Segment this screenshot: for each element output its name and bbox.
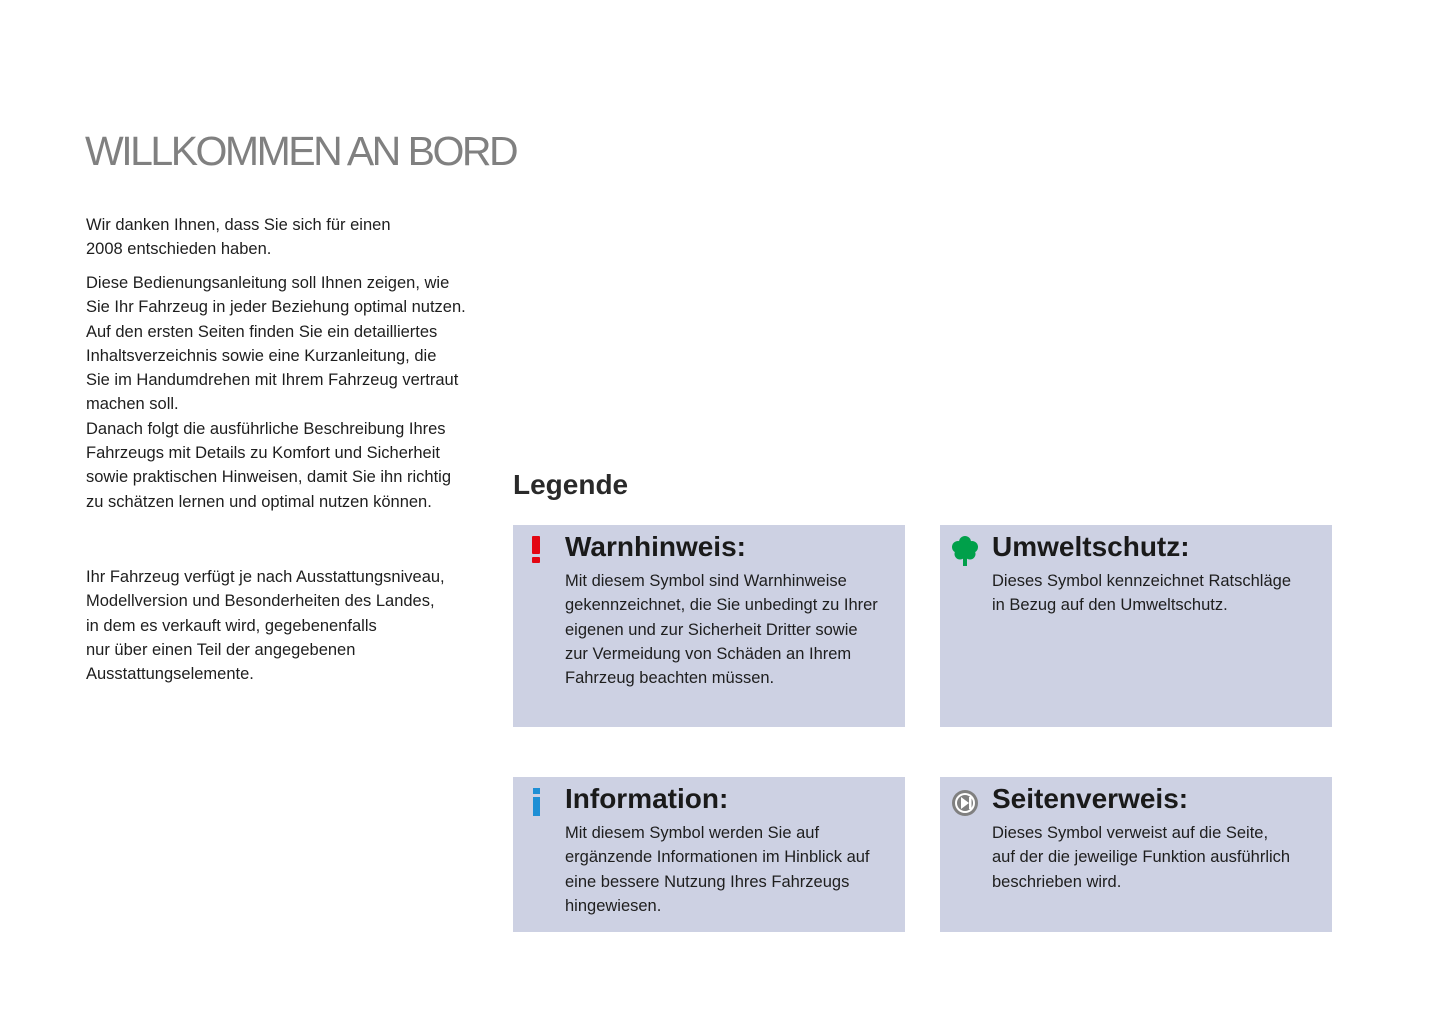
legend-item-information: [513, 777, 905, 932]
legend-item-warning: [513, 525, 905, 727]
intro-text: Ihr Fahrzeug verfügt je nach Ausstattungsniveau, Modellversion und Besonderheiten des Landes, in dem es verkauft wird, gegebenenfalls nur über einen Teil der angegebenen Ausstattungselemente.: [86, 568, 445, 684]
legend-item-text: Mit diesem Symbol sind Warnhinweise gekennzeichnet, die Sie unbedingt zu Ihrer eigenen und zur Sicherheit Dritter sowie zur Vermeidung von Schäden an Ihrem Fahrzeug beachten müssen.: [565, 572, 878, 688]
legend-item-environment: [940, 525, 1332, 727]
page-reference-icon: [950, 787, 978, 819]
intro-paragraph-manual: [86, 271, 486, 514]
intro-paragraph-equipment: [86, 565, 486, 686]
legend-item-title: Umweltschutz:: [992, 531, 1190, 562]
legend-heading: Legende: [513, 469, 629, 500]
intro-paragraph-thanks: [86, 213, 486, 262]
intro-text: Wir danken Ihnen, dass Sie sich für einen 2008 entschieden haben.: [86, 216, 391, 259]
exclamation-icon: [523, 535, 551, 567]
legend-item-title: Seitenverweis:: [992, 783, 1189, 814]
legend-item-title: Information:: [565, 783, 729, 814]
legend-item-text: Dieses Symbol verweist auf die Seite, auf der die jeweilige Funktion ausführlich beschrieben wird.: [992, 824, 1291, 891]
legend-item-text: Dieses Symbol kennzeichnet Ratschläge in Bezug auf den Umweltschutz.: [992, 572, 1291, 615]
intro-text: Diese Bedienungsanleitung soll Ihnen zeigen, wie Sie Ihr Fahrzeug in jeder Beziehung optimal nutzen. Auf den ersten Seiten finden Sie ein detailliertes Inhaltsverzeichnis sowie eine Kurzanleitung, die Sie im Handumdrehen mit Ihrem Fahrzeug vertraut machen soll. Danach folgt die ausführliche Beschreibung Ihres Fahrzeugs mit Details zu Komfort und Sicherheit sowie praktischen Hinweisen, damit Sie ihn richtig zu schätzen lernen und optimal nutzen können.: [86, 274, 466, 511]
legend-item-title: Warnhinweis:: [565, 531, 746, 562]
legend-item-text: Mit diesem Symbol werden Sie auf ergänzende Informationen im Hinblick auf eine bessere Nutzung Ihres Fahrzeugs hingewiesen.: [565, 824, 870, 915]
page-title: WILLKOMMEN AN BORD: [85, 128, 517, 174]
tree-icon: [950, 535, 978, 567]
info-icon: [523, 787, 551, 819]
legend-item-page-reference: [940, 777, 1332, 932]
